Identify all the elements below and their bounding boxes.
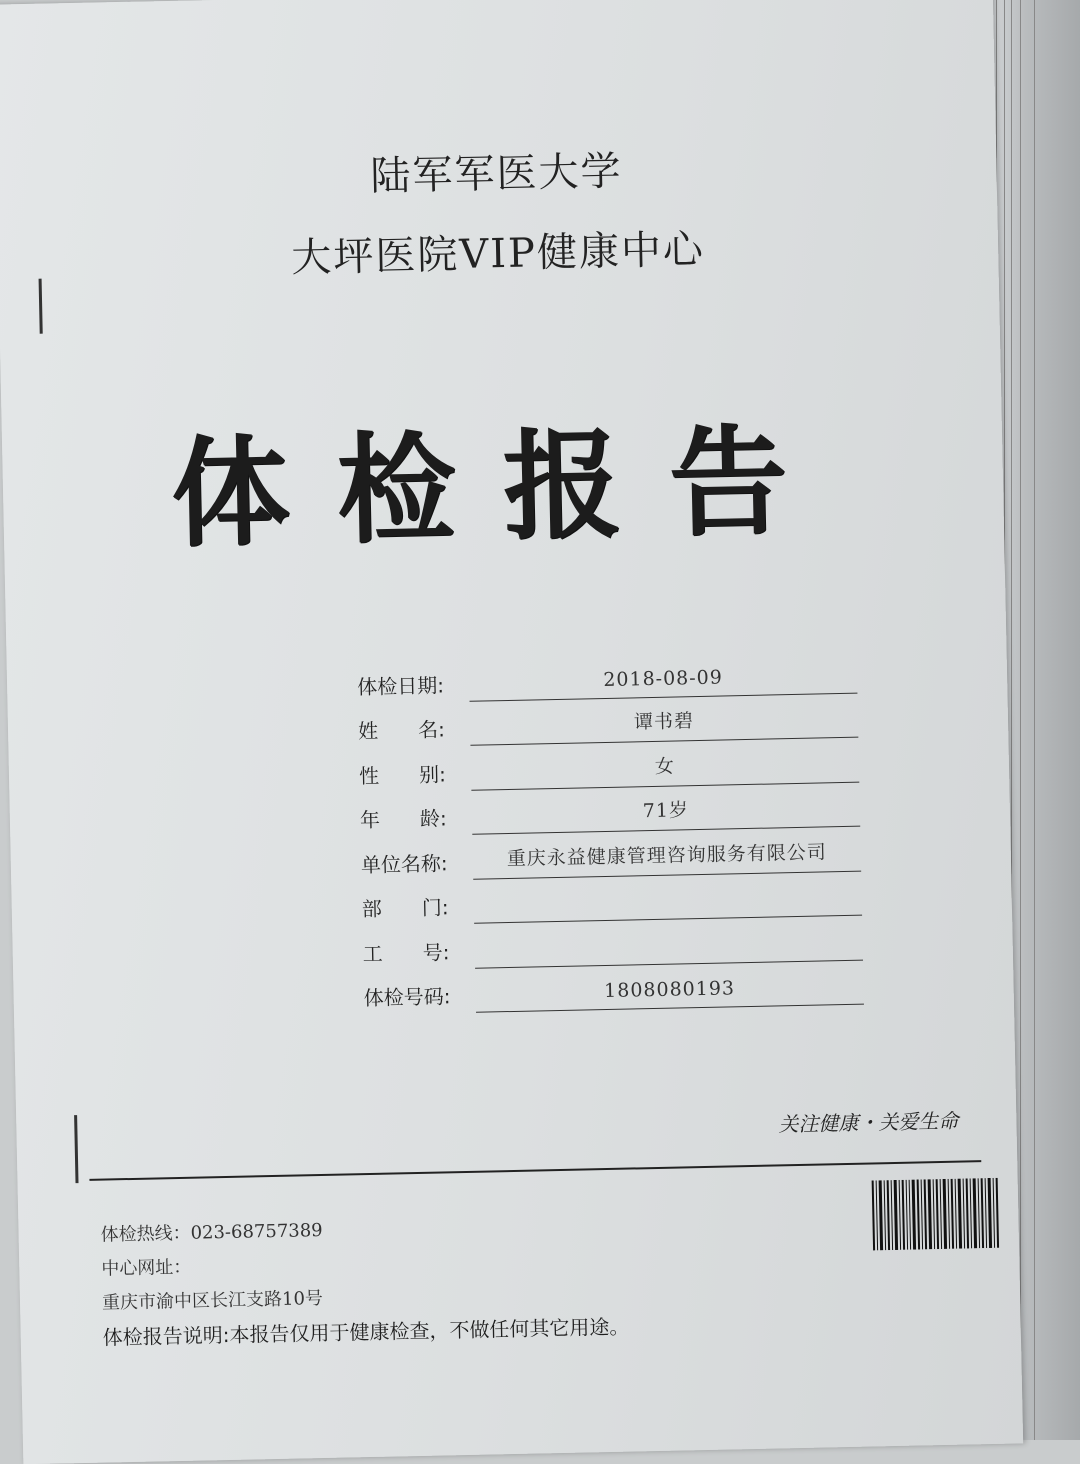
field-value [474,908,862,916]
hotline: 体检热线：023-68757389 [100,1219,323,1246]
center-title: 大坪医院VIP健康中心 [290,226,706,282]
website-label: 中心网址： [101,1256,192,1280]
patient-info-form [357,648,904,1015]
field-value: 重庆永益健康管理咨询服务有限公司 [506,840,827,870]
field-label: 性 别: [358,761,447,788]
field-value: 2018-08-09 [603,665,724,691]
field-value: 女 [654,755,676,778]
field-label: 单位名称: [360,850,448,877]
field-label: 体检号码: [363,984,451,1011]
field-label: 姓 名: [357,717,446,744]
field-label: 工 号: [362,939,450,966]
field-value: 71岁 [642,799,690,823]
report-title: 体检报告 [169,411,837,563]
barcode-icon [870,1178,1001,1251]
slogan: 关注健康・关爱生命 [778,1108,959,1137]
field-value: 1808080193 [603,977,736,1003]
address: 重庆市渝中区长江支路10号 [101,1288,324,1314]
university-title: 陆军军医大学 [370,148,623,200]
underline [476,1004,864,1013]
field-value [475,952,863,960]
footer-divider [89,1160,981,1181]
report-note: 体检报告说明:本报告仅用于健康检查，不做任何其它用途。 [102,1314,630,1350]
binding-mark-bottom [74,1115,78,1183]
field-label: 年 龄: [359,806,447,833]
field-label: 部 门: [361,895,449,922]
footer-info [100,1208,629,1355]
field-label: 体检日期: [356,672,445,699]
field-value: 谭书碧 [633,710,695,734]
